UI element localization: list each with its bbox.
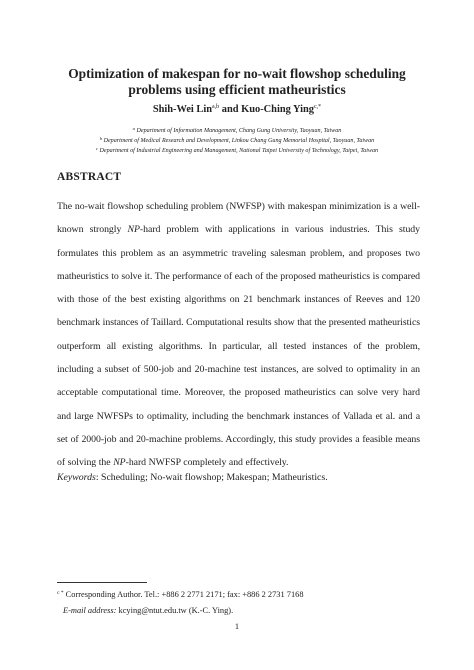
affiliation-text: Department of Information Management, Chang Gung University, Taoyuan, Taiwan bbox=[136, 128, 342, 134]
page-number: 1 bbox=[234, 622, 240, 631]
title-line: Optimization of makespan for no-wait flowshop scheduling bbox=[68, 66, 406, 81]
abstract-paragraph bbox=[57, 195, 420, 475]
abstract-heading: ABSTRACT bbox=[57, 171, 122, 183]
footnote-line bbox=[57, 603, 304, 619]
affiliation-text: Department of Industrial Engineering and Management, National Taipei University of Technology, Taipei, Taiwan bbox=[99, 148, 379, 154]
footnote-divider bbox=[57, 582, 147, 583]
np-term: NP bbox=[113, 457, 126, 469]
abstract-text: -hard NWFSP completely and effectively. bbox=[125, 457, 289, 469]
keywords-line bbox=[57, 472, 420, 483]
email-label: E-mail address: bbox=[63, 606, 117, 615]
affiliation bbox=[20, 145, 454, 155]
abstract-text: -hard problem with applications in various industries. This study formulates this problem as an asymmetric traveling salesman problem, and proposes two matheuristics to solve it. The performance of each of the proposed matheuristics is compared with those of the best existing algorithms on 21 benchmark instances of Reeves and 120 benchmark instances of Taillard. Computational results show that the presented matheuristics outperform all existing algorithms. In particular, all tested instances of the problem, including a subset of 500-job and 20-machine test instances, are solved to optimality in an acceptable computational time. Moreover, the proposed matheuristics can solve very hard and large NWFSPs to optimality, including the benchmark instances of Vallada et al. and a set of 2000-job and 20-machine problems. Accordingly, this study provides a feasible means of solving the bbox=[57, 224, 421, 469]
author-name: Kuo-Ching Ying bbox=[241, 104, 314, 115]
abstract-text: The no-wait flowshop scheduling problem (NWFSP) with makespan minimization is a well-known strongly bbox=[57, 201, 420, 236]
footnote-text: Corresponding Author. Tel.: +886 2 2771 2171; fax: +886 2 2731 7168 bbox=[63, 590, 304, 599]
author-name: Shih-Wei Lin bbox=[152, 104, 213, 115]
author-connector: and bbox=[219, 104, 242, 115]
affiliation-list bbox=[20, 125, 454, 155]
footnote-line bbox=[57, 585, 304, 603]
affiliation-mark: a bbox=[132, 126, 135, 131]
affiliation-mark: c bbox=[95, 146, 98, 151]
affiliation bbox=[20, 125, 454, 135]
affiliation-text: Department of Medical Research and Development, Linkou Chang Gung Memorial Hospital, Taoyuan, Taiwan bbox=[103, 138, 375, 144]
np-term: NP bbox=[127, 224, 140, 236]
paper-title bbox=[40, 66, 434, 98]
email-value: kcying@ntut.edu.tw (K.-C. Ying). bbox=[116, 606, 234, 615]
author-affiliation-mark: a,b bbox=[212, 104, 220, 110]
keywords-label: Keywords bbox=[57, 472, 96, 483]
title-line: problems using efficient matheuristics bbox=[128, 82, 346, 97]
author-affiliation-mark: c,* bbox=[314, 104, 322, 110]
affiliation bbox=[20, 135, 454, 145]
author-list bbox=[40, 104, 434, 115]
footnote-mark: c * bbox=[57, 590, 64, 596]
keywords-text: : Scheduling; No-wait flowshop; Makespan; Matheuristics. bbox=[95, 472, 328, 483]
footnote bbox=[57, 585, 304, 619]
abstract-body bbox=[57, 195, 420, 475]
affiliation-mark: b bbox=[99, 136, 103, 141]
